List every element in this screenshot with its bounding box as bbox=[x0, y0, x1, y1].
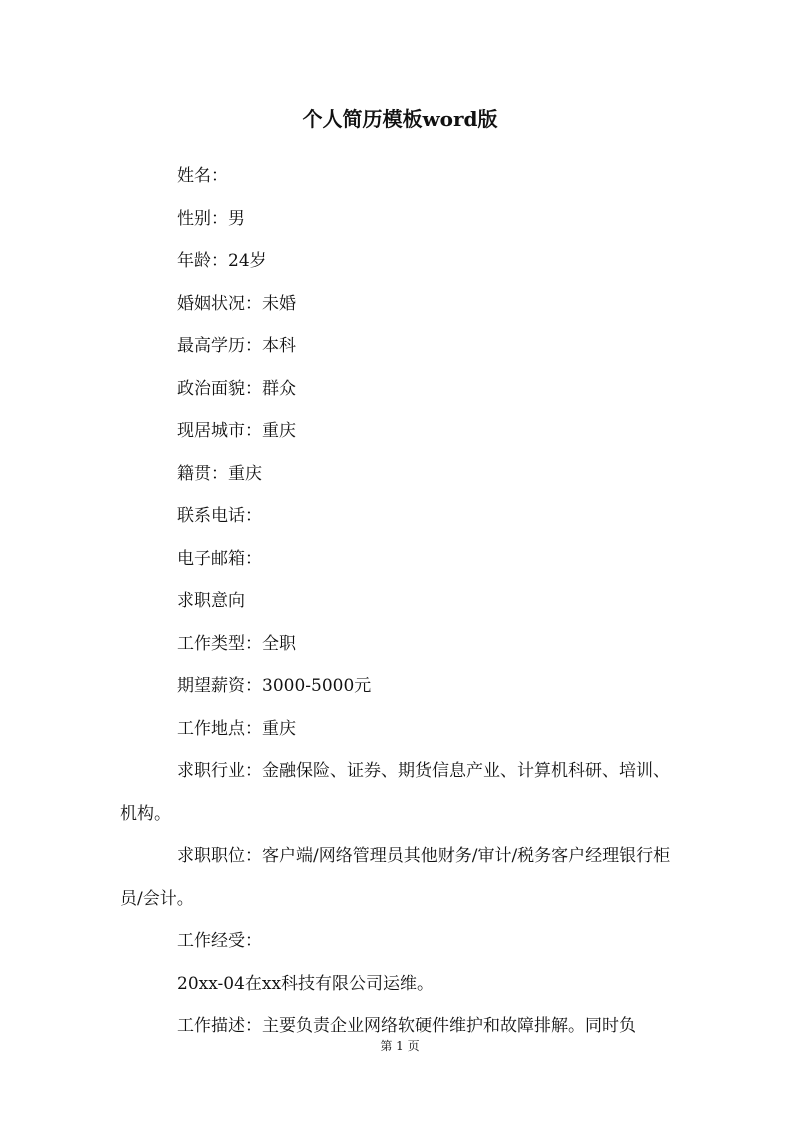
field-political-status: 政治面貌：群众 bbox=[177, 378, 296, 399]
field-job-type: 工作类型：全职 bbox=[177, 633, 296, 654]
document-body bbox=[120, 155, 682, 1048]
field-target-position: 求职职位：客户端/网络管理员其他财务/审计/税务客户经理银行柜员/会计。 bbox=[120, 846, 671, 909]
field-age: 年龄：24岁 bbox=[177, 251, 267, 271]
field-gender: 性别：男 bbox=[177, 208, 245, 229]
field-name: 姓名： bbox=[177, 166, 228, 186]
section-work-experience: 工作经受： bbox=[177, 931, 262, 951]
field-email: 电子邮箱： bbox=[177, 548, 262, 569]
document-title: 个人简历模板word版 bbox=[302, 107, 498, 131]
field-native-place: 籍贯：重庆 bbox=[177, 463, 262, 484]
field-work-location: 工作地点：重庆 bbox=[177, 718, 296, 739]
job-description: 工作描述：主要负责企业网络软硬件维护和故障排解。同时负 bbox=[177, 1016, 636, 1036]
field-expected-salary: 期望薪资：3000-5000元 bbox=[177, 676, 372, 696]
field-current-city: 现居城市：重庆 bbox=[177, 421, 296, 441]
field-target-industry: 求职行业：金融保险、证券、期货信息产业、计算机科研、培训、机构。 bbox=[120, 761, 670, 824]
field-phone: 联系电话： bbox=[177, 506, 262, 526]
section-job-intention: 求职意向 bbox=[177, 591, 245, 611]
field-education: 最高学历：本科 bbox=[177, 336, 296, 356]
experience-entry: 20xx-04在xx科技有限公司运维。 bbox=[177, 973, 435, 994]
field-marital-status: 婚姻状况：未婚 bbox=[177, 293, 296, 314]
page-number: 第 1 页 bbox=[380, 1039, 420, 1053]
